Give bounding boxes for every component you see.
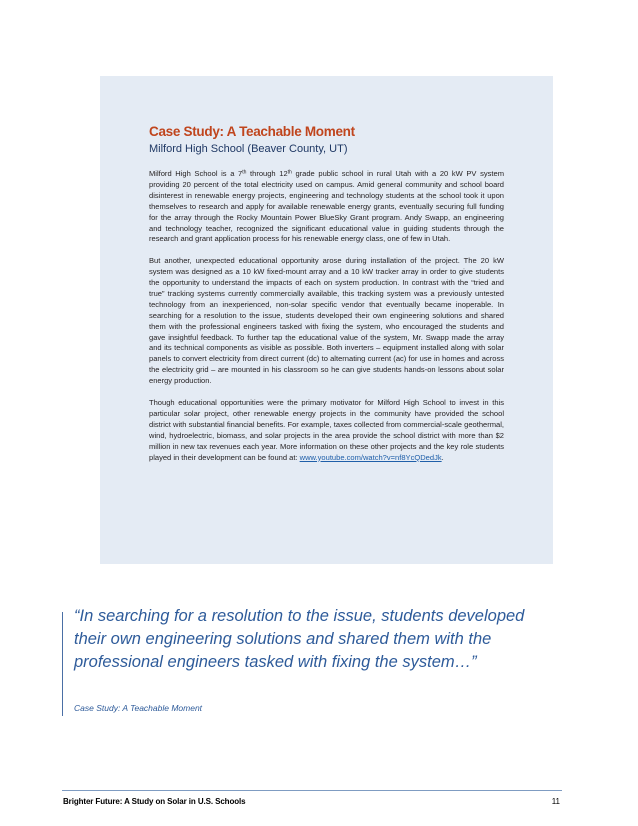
footer-divider: [62, 790, 562, 791]
footer-title: Brighter Future: A Study on Solar in U.S. Schools: [63, 797, 246, 806]
case-study-paragraph-3: Though educational opportunities were the primary motivator for Milford High School to invest in this particular solar project, other renewable energy projects in the community have provided the school district with substantial financial benefits. For example, taxes collected from commercial-scale geothermal, wind, hydroelectric, biomass, and solar projects in the area provide the school district with more than $2 million in new tax revenues each year. More information on these other projects and the key role students played in their development can be found at: www.youtube.com/watch?v=nf8YcQDedJk.: [149, 398, 504, 462]
case-study-subtitle: Milford High School (Beaver County, UT): [149, 143, 348, 155]
case-study-title: Case Study: A Teachable Moment: [149, 124, 355, 139]
pull-quote-bar: [62, 612, 63, 716]
youtube-link[interactable]: www.youtube.com/watch?v=nf8YcQDedJk: [299, 452, 442, 462]
case-study-paragraph-1: Milford High School is a 7th through 12th grade public school in rural Utah with a 20 kW PV system providing 20 percent of the total electricity used on campus. Amid general community and school board disinterest in renewable energy projects, engineering and technology students at the school took it upon themselves to research and apply for available renewable energy grants, eventually securing full funding for the array through the Rocky Mountain Power BlueSky Grant program. Andy Swapp, an engineering and technology teacher, recognized the significant educational value in guiding students through the research and grant application process for his renewable energy class, one of few in Utah.: [149, 169, 504, 244]
case-study-body: [149, 169, 504, 474]
pull-quote-citation: Case Study: A Teachable Moment: [74, 703, 203, 713]
page-number: 11: [551, 797, 560, 806]
pull-quote: “In searching for a resolution to the issue, students developed their own engineering solutions and shared them with the professional engineers tasked with fixing the system…”: [74, 607, 525, 671]
case-study-paragraph-2: But another, unexpected educational opportunity arose during installation of the project. The 20 kW system was designed as a 10 kW fixed-mount array and a 10 kW tracker array in order to give students the opportunity to understand the impacts of each on system production. In contrast with the “tried and true” tracking systems currently commercially available, this tracking system was a previously untested technology from an inexperienced, non-solar specific vendor that eventually became inoperable. In searching for a resolution to the issue, students developed their own engineering solutions and shared them with the professional engineers tasked with fixing the system, who encouraged the students and gave insightful feedback. To further tap the educational value of the system, Mr. Swapp made the array and its technical components as visible as possible. Both inverters – equipment installed along with solar panels to convert electricity from direct current (dc) to alternating current (ac) for use in homes and across the electricity grid – are mounted in his classroom so he can give students hands-on lessons about solar energy production.: [149, 256, 504, 386]
